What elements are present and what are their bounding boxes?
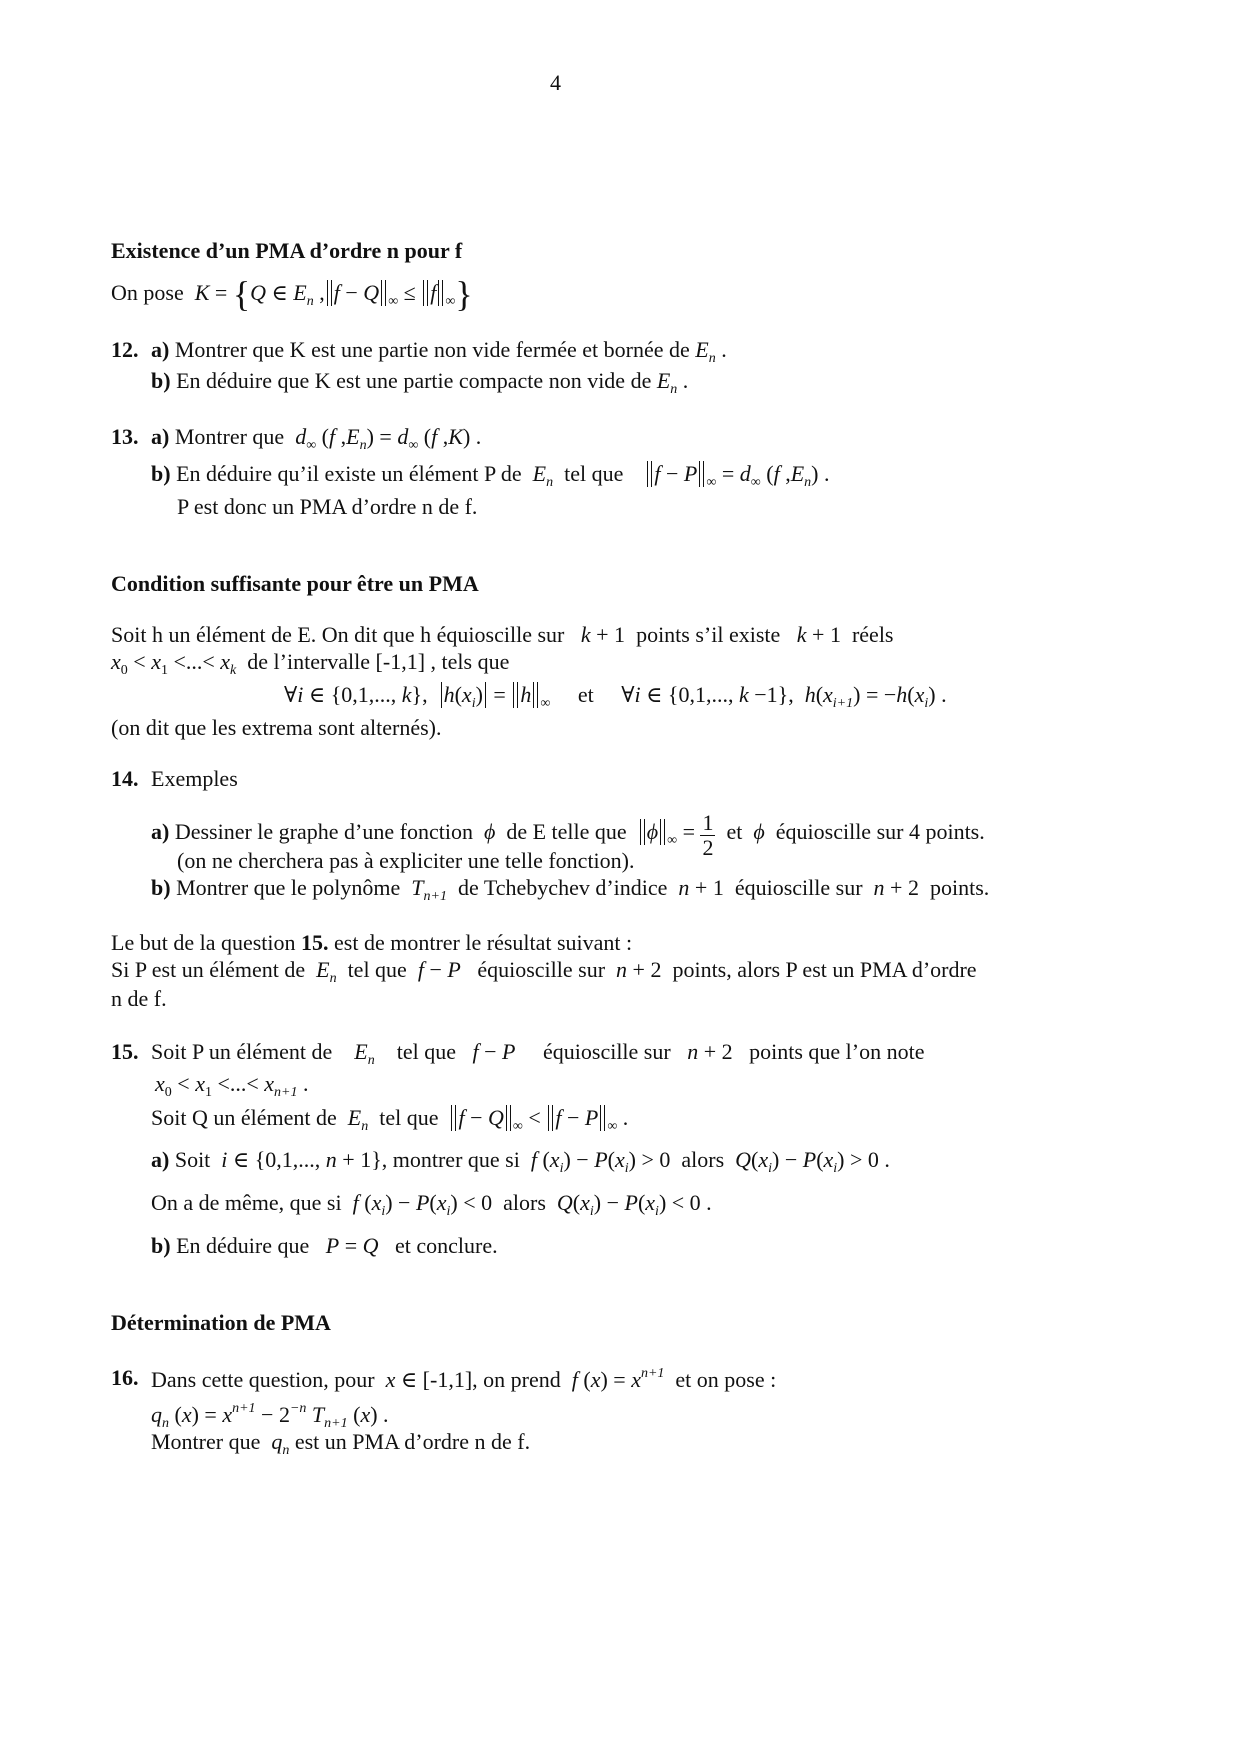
question-number-15: 15. [111,1039,139,1064]
question-number-13: 13. [111,424,139,449]
q15-a: a) Soit i ∈ {0,1,..., n + 1}, montrer que si f $(x_i) - P(x_i) > 0$ alors $Q(x_i) - P(x_i) > 0$ . [151,1147,890,1176]
q14-a-note: (on ne cherchera pas à expliciter une telle fonction). [177,848,635,873]
goal-line-2: Si P est un élément de $E_n$ tel que f − P équioscille sur n + 2 points, alors P est un PMA d’ordre [111,957,977,986]
definition-K: On pose K = {Q ∈ $E_n$ , f − Q $_\infty$ ≤ f $_\infty$} [111,274,473,314]
question-number-16: 16. [111,1365,139,1390]
question-number-14: 14. [111,766,139,791]
definition-note: (on dit que les extrema sont alternés). [111,715,442,740]
question-number-12: 12. [111,337,139,362]
q15-b: b) En déduire que P = Q et conclure. [151,1233,498,1258]
section-heading-existence: Existence d’un PMA d’ordre n pour f [111,238,463,263]
q14-a: a) Dessiner le graphe d’une fonction ϕ de E telle que ϕ $_\infty$ = $\frac{1}{2}$ et ϕ équioscille sur 4 points. [151,810,985,861]
section-heading-determination: Détermination de PMA [111,1310,331,1335]
q15-line-2: $x_0 < x_1$ <...< $x_{n+1}$ . [155,1071,309,1100]
q16-line-2: $q_n$ $(x) = x^{n+1} - 2^{-n}$ $T_{n+1}$ (x) . [151,1401,389,1431]
q15-same: On a de même, que si f $(x_i) - P(x_i) < 0$ alors $Q(x_i) - P(x_i) < 0$ . [151,1190,712,1219]
section-heading-condition: Condition suffisante pour être un PMA [111,571,479,596]
definition-line-1: Soit h un élément de E. On dit que h équioscille sur k + 1 points s’il existe k + 1 réels [111,622,894,647]
q14-b: b) Montrer que le polynôme $T_{n+1}$ de Tchebychev d’indice n + 1 équioscille sur n + 2 points. [151,875,990,904]
q12-a: a) Montrer que K est une partie non vide fermée et bornée de $E_n$ . [151,337,727,366]
definition-line-2: $x_0 < x_1$ <...< $x_k$ de l’intervalle [-1,1] , tels que [111,649,510,678]
q13-conclusion: P est donc un PMA d’ordre n de f. [177,494,478,519]
q15-line-3: Soit Q un élément de $E_n$ tel que f − Q $_\infty$ < f − P $_\infty$ . [151,1105,629,1134]
q16-line-3: Montrer que $q_n$ est un PMA d’ordre n de f. [151,1429,531,1458]
goal-line-3: n de f. [111,986,167,1011]
q14-title: Exemples [151,766,238,791]
page-number: 4 [550,70,561,95]
q13-b: b) En déduire qu’il existe un élément P de $E_n$ tel que f − P $_\infty = d_\infty$ (f $,E_n$) . [151,461,830,490]
q12-b: b) En déduire que K est une partie compacte non vide de $E_n$ . [151,368,689,397]
q15-line-1: Soit P un élément de $E_n$ tel que f − P équioscille sur n + 2 points que l’on note [151,1039,925,1068]
q13-a: a) Montrer que $d_\infty$ (f $,E_n) = d_\infty$ (f ,K) . [151,424,482,453]
definition-formula: ∀i ∈ {0,1,..., k}, $h(x_i) = h$ $_\infty$ et ∀i ∈ {0,1,..., k −1}, $h(x_{i+1}) = -h(x_i)$ . [284,682,947,711]
q16-line-1: Dans cette question, pour x ∈ [-1,1], on prend f $(x) = x^{n+1}$ et on pose : [151,1366,777,1392]
goal-line-1: Le but de la question 15. est de montrer le résultat suivant : [111,930,633,955]
